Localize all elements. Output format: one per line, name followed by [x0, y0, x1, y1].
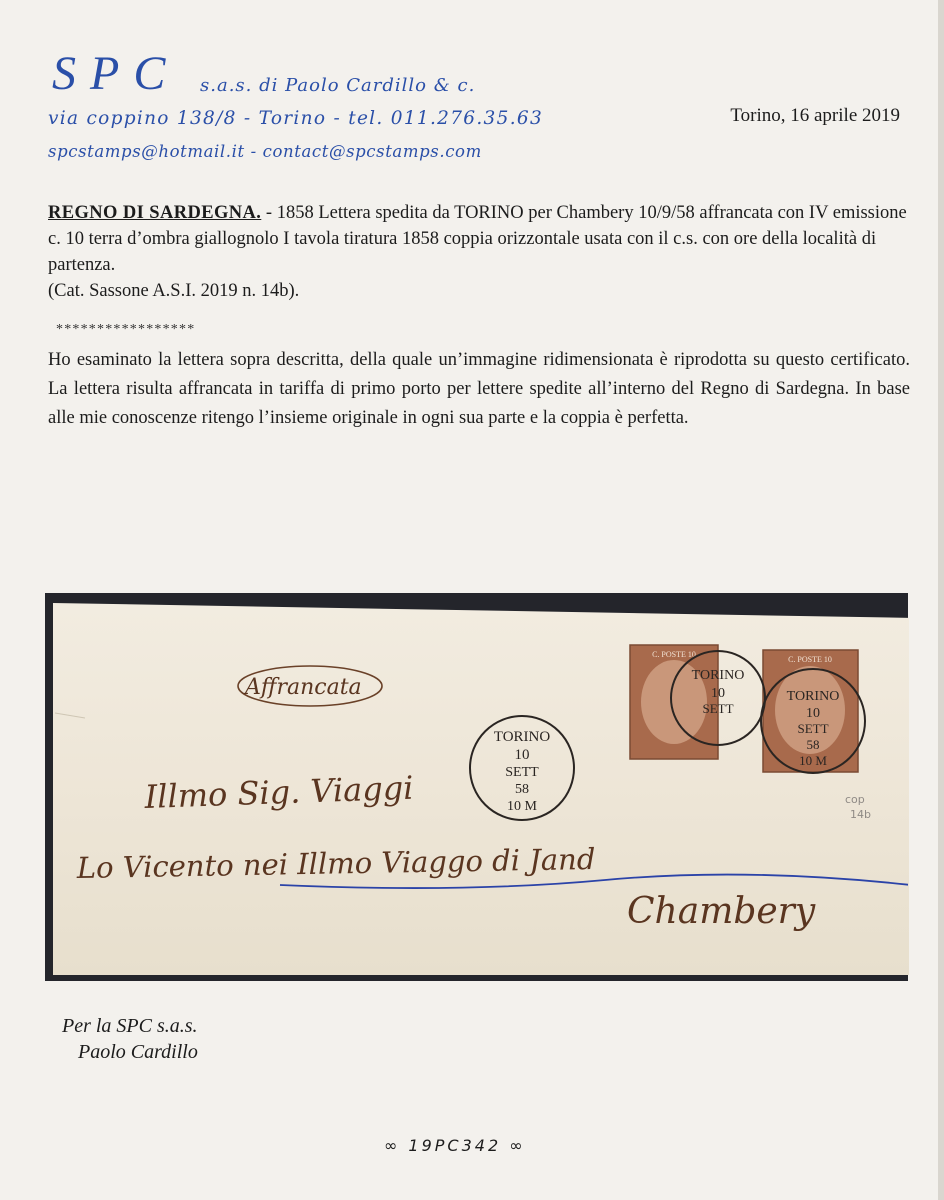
postmark-city: TORINO: [493, 729, 551, 745]
serial-ornament-left: ∞: [384, 1136, 401, 1155]
pencil-note-1: cop: [845, 793, 865, 806]
brand-logo: SPC: [52, 47, 180, 100]
postmark-year: 58: [515, 782, 529, 797]
separator-stars: *****************: [56, 322, 196, 337]
signature-line2: Paolo Cardillo: [78, 1041, 198, 1063]
company-address: via coppino 138/8 - Torino - tel. 011.276.35.63: [48, 108, 544, 129]
company-name: s.a.s. di Paolo Cardillo & c.: [200, 75, 476, 96]
torino-postmark: [470, 716, 574, 820]
certificate-date: Torino, 16 aprile 2019: [730, 105, 900, 126]
postmark-month: SETT: [505, 765, 539, 780]
pencil-note-2: 14b: [850, 808, 871, 821]
svg-text:TORINO: TORINO: [691, 668, 745, 683]
serial-number: [384, 1136, 526, 1155]
svg-text:SETT: SETT: [797, 721, 829, 736]
svg-text:10: 10: [711, 686, 725, 701]
description-heading: REGNO DI SARDEGNA.: [48, 203, 262, 223]
description-text: - 1858 Lettera spedita da TORINO per Chambery 10/9/58 affrancata con IV emissione c. 10 terra d’ombra giallognolo I tavola tiratura 1858 coppia orizzontale usata con il c.s. con ore della località di partenza.: [48, 203, 907, 275]
postmark-day: 10: [514, 747, 530, 763]
affrancata-handwriting: Affrancata: [245, 675, 362, 700]
catalogue-reference: (Cat. Sassone A.S.I. 2019 n. 14b).: [48, 281, 300, 301]
letter-photo: [45, 593, 908, 981]
svg-text:C. POSTE 10: C. POSTE 10: [788, 655, 832, 664]
signature-block: [62, 1013, 198, 1065]
letter-illustration: [45, 593, 908, 981]
svg-text:58: 58: [806, 737, 820, 752]
fold-mark: [55, 713, 85, 718]
serial-text: 19PC342: [408, 1136, 502, 1155]
address-handwriting: Lo Vicento nei Illmo Viaggo di Jand: [76, 841, 596, 885]
serial-ornament-right: ∞: [509, 1136, 526, 1155]
svg-text:10 M: 10 M: [799, 753, 827, 768]
page-edge: [938, 0, 944, 1200]
svg-text:SETT: SETT: [702, 701, 734, 716]
svg-text:C. POSTE 10: C. POSTE 10: [652, 650, 696, 659]
destination-handwriting: Chambery: [627, 891, 816, 932]
company-emails: spcstamps@hotmail.it - contact@spcstamps.com: [48, 142, 482, 161]
item-description: [48, 200, 910, 304]
addressee-handwriting: Illmo Sig. Viaggi: [143, 768, 415, 816]
expert-opinion: Ho esaminato la lettera sopra descritta, della quale un’immagine ridimensionata è riprodotta su questo certificato. La lettera risulta affrancata in tariffa di primo porto per lettere spedite all’interno del Regno di Sardegna. In base alle mie conoscenze ritengo l’insieme originale in ogni sua parte e la coppia è perfetta.: [48, 350, 910, 428]
postmark-hour: 10 M: [507, 799, 537, 814]
signature-line1: Per la SPC s.a.s.: [62, 1015, 198, 1037]
svg-text:10: 10: [806, 706, 820, 721]
svg-text:TORINO: TORINO: [786, 689, 840, 704]
